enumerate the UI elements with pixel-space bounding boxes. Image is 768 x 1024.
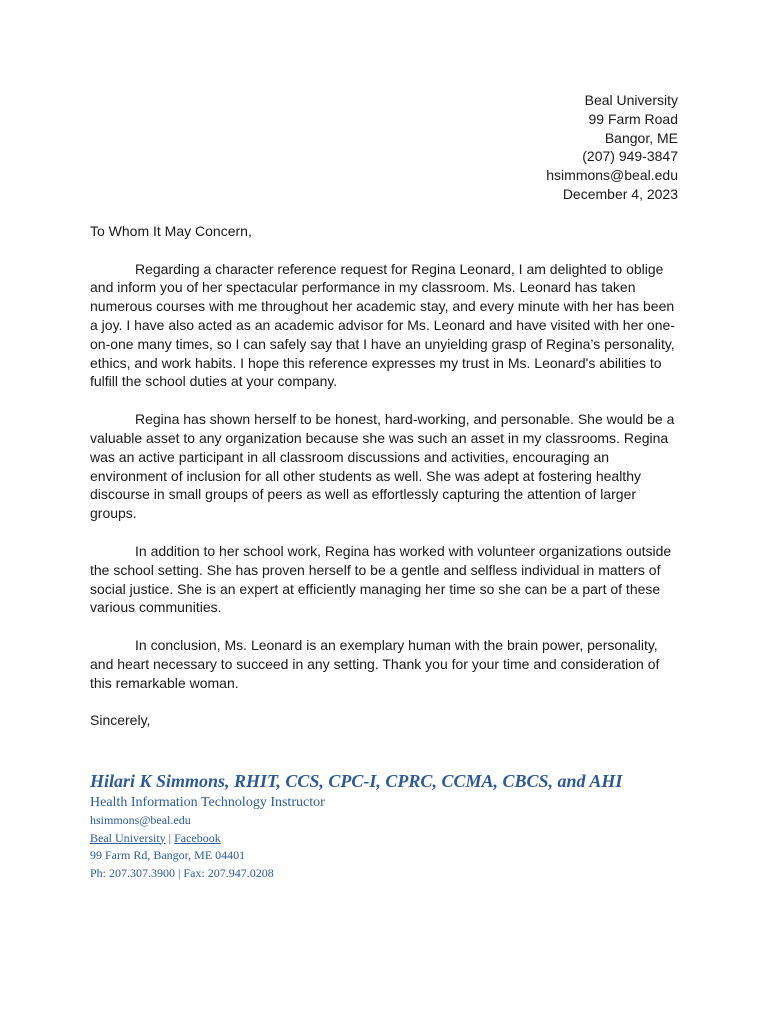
closing: Sincerely,	[90, 711, 151, 728]
email-signature	[90, 769, 690, 882]
sender-email: hsimmons@beal.edu	[546, 167, 678, 184]
sender-institution: Beal University	[584, 92, 678, 108]
link-separator: |	[165, 830, 175, 845]
paragraph-2: Regina has shown herself to be honest, hard-working, and personable. She would be a valuable asset to any organization because she was such an asset in my classrooms. Regina was an active participant in all classroom discussions and activities, encouraging an environment of inclusion for all other students as well. She was adept at fostering healthy discourse in small groups of peers as well as effortlessly capturing the attention of larger groups.	[90, 411, 675, 522]
facebook-link[interactable]: Facebook	[174, 830, 221, 845]
signature-name: Hilari K Simmons, RHIT, CCS, CPC-I, CPRC, CCMA, CBCS, and AHI	[90, 771, 623, 791]
paragraph-1: Regarding a character reference request for Regina Leonard, I am delighted to oblige and inform you of her spectacular performance in my classroom. Ms. Leonard has taken numerous courses with me throughout her academic stay, and every minute with her has been a joy. I have also acted as an academic advisor for Ms. Leonard and have visited with her one-on-one many times, so I can safely say that I have an unyielding grasp of Regina’s personality, ethics, and work habits. I hope this reference expresses my trust in Ms. Leonard's abilities to fulfill the school duties at your company.	[90, 260, 675, 390]
sender-phone: (207) 949-3847	[582, 148, 678, 165]
sender-address-block	[90, 91, 678, 204]
salutation: To Whom It May Concern,	[90, 222, 252, 239]
signature-phone-fax: Ph: 207.307.3900 | Fax: 207.947.0208	[90, 865, 274, 880]
letter-body	[90, 91, 678, 729]
paragraph-4: In conclusion, Ms. Leonard is an exemplary human with the brain power, personality, and heart necessary to succeed in any setting. Thank you for your time and consideration of this remarkable woman.	[90, 637, 660, 691]
letter-date: December 4, 2023	[562, 185, 678, 202]
signature-links	[90, 830, 690, 848]
sender-city-state: Bangor, ME	[604, 129, 678, 146]
signature-title: Health Information Technology Instructor	[90, 795, 325, 810]
sender-street: 99 Farm Road	[588, 110, 678, 127]
beal-university-link[interactable]: Beal University	[90, 830, 166, 845]
signature-address: 99 Farm Rd, Bangor, ME 04401	[90, 848, 246, 862]
signature-email: hsimmons@beal.edu	[90, 813, 191, 827]
paragraph-3: In addition to her school work, Regina has worked with volunteer organizations outside the school setting. She has proven herself to be a gentle and selfless individual in matters of social justice. She is an expert at efficiently managing her time so she can be a part of these various communities.	[90, 542, 672, 616]
